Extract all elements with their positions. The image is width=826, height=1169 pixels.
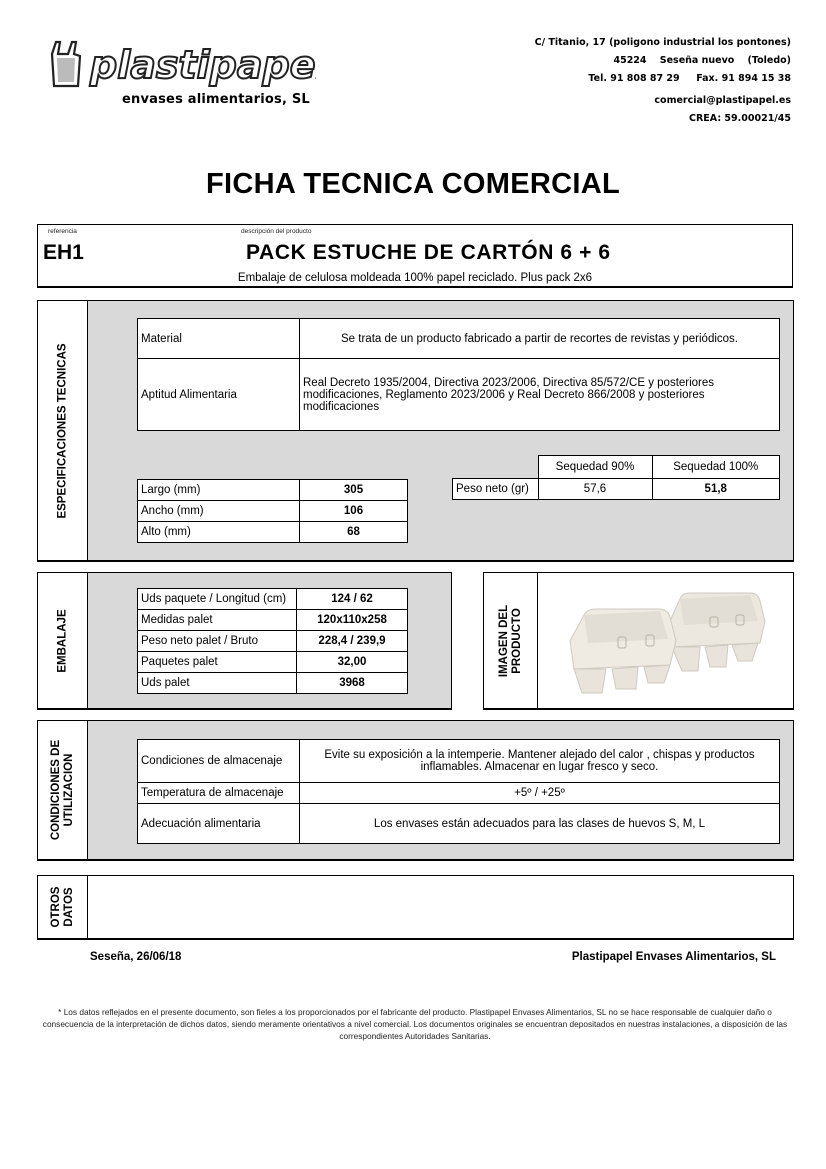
spec-value: Se trata de un producto fabricado a partir de recortes de revistas y periódicos. bbox=[300, 319, 780, 359]
other-data-section bbox=[37, 875, 794, 940]
table-row bbox=[138, 501, 408, 522]
weight-table bbox=[452, 455, 780, 500]
dim-label: Ancho (mm) bbox=[138, 501, 300, 522]
other-data-side-label: OTROS DATOS bbox=[38, 876, 88, 938]
specs-table bbox=[137, 318, 780, 431]
spec-label: Aptitud Alimentaria bbox=[138, 359, 300, 431]
place-date: Seseña, 26/06/18 bbox=[90, 951, 182, 963]
spec-label: Material bbox=[138, 319, 300, 359]
table-row bbox=[138, 589, 408, 610]
table-row bbox=[138, 783, 780, 804]
weight-value-90: 57,6 bbox=[538, 479, 652, 500]
table-row bbox=[138, 610, 408, 631]
table-row bbox=[138, 359, 780, 431]
product-subtitle: Embalaje de celulosa moldeada 100% papel reciclado. Plus pack 2x6 bbox=[237, 272, 593, 284]
dim-label: Largo (mm) bbox=[138, 480, 300, 501]
dim-value: 305 bbox=[300, 480, 408, 501]
condition-label: Condiciones de almacenaje bbox=[138, 740, 300, 783]
condition-value: Evite su exposición a la intemperie. Mantener alejado del calor , chispas y productos inflamables. Almacenar en lugar fresco y seco. bbox=[300, 740, 780, 783]
image-side-label: IMAGEN DEL PRODUCTO bbox=[484, 573, 538, 708]
address-line-1: C/ Titanio, 17 (poligono industrial los pontones) bbox=[534, 37, 791, 48]
table-row bbox=[453, 456, 780, 479]
product-image-section bbox=[483, 572, 794, 710]
email-link[interactable]: comercial@plastipapel.es bbox=[654, 95, 791, 106]
packaging-side-label: EMBALAJE bbox=[38, 573, 88, 708]
disclaimer: * Los datos reflejados en el presente documento, son fieles a los proporcionados por el fabricante del producto. Plastipapel Envases Alimentarios, SL no se hace responsable de cualquier daño o consecuencia de la interpretación de dichos datos, siendo meramente orientativos a nivel comercial. Los documentos originales se encuentran depositados en nuestras instalaciones, a disposición de las correspondientes Autoridades Sanitarias. bbox=[42, 1007, 788, 1041]
spec-value: Real Decreto 1935/2004, Directiva 2023/2006, Directiva 85/572/CE y posteriores modificaciones, Reglamento 2023/2006 y Real Decreto 866/2008 y posteriores modificaciones bbox=[300, 359, 780, 431]
address-line-2: 45224 Seseña nuevo (Toledo) bbox=[613, 55, 791, 66]
packaging-table bbox=[137, 588, 408, 694]
pack-label: Medidas palet bbox=[138, 610, 297, 631]
company-signature: Plastipapel Envases Alimentarios, SL bbox=[571, 951, 776, 963]
pack-value: 124 / 62 bbox=[297, 589, 408, 610]
phone-fax: Tel. 91 808 87 29 Fax. 91 894 15 38 bbox=[588, 73, 791, 84]
table-row bbox=[138, 522, 408, 543]
condition-value: +5º / +25º bbox=[300, 783, 780, 804]
table-row bbox=[138, 319, 780, 359]
table-row bbox=[138, 631, 408, 652]
table-row bbox=[138, 673, 408, 694]
specs-section bbox=[37, 300, 794, 562]
table-row bbox=[138, 480, 408, 501]
pack-value: 228,4 / 239,9 bbox=[297, 631, 408, 652]
pack-label: Peso neto palet / Bruto bbox=[138, 631, 297, 652]
pack-value: 120x110x258 bbox=[297, 610, 408, 631]
description-label: descripción del producto bbox=[241, 228, 312, 235]
dim-label: Alto (mm) bbox=[138, 522, 300, 543]
egg-carton-image bbox=[560, 581, 780, 703]
pack-label: Paquetes palet bbox=[138, 652, 297, 673]
table-row bbox=[138, 804, 780, 844]
conditions-table bbox=[137, 739, 780, 844]
pack-label: Uds palet bbox=[138, 673, 297, 694]
table-row bbox=[138, 740, 780, 783]
conditions-side-label: CONDICIONES DE UTILIZACION bbox=[38, 721, 88, 859]
product-name: PACK ESTUCHE DE CARTÓN 6 + 6 bbox=[246, 241, 611, 264]
weight-value-100: 51,8 bbox=[652, 479, 780, 500]
crea-number: CREA: 59.00021/45 bbox=[689, 113, 791, 124]
dim-value: 68 bbox=[300, 522, 408, 543]
table-row bbox=[453, 479, 780, 500]
dimensions-table bbox=[137, 479, 408, 543]
logo-subtitle: envases alimentarios, SL bbox=[122, 92, 310, 107]
dim-value: 106 bbox=[300, 501, 408, 522]
weight-col-header: Sequedad 90% bbox=[538, 456, 652, 479]
condition-value: Los envases están adecuados para las clases de huevos S, M, L bbox=[300, 804, 780, 844]
reference-code: EH1 bbox=[43, 241, 84, 264]
weight-col-header: Sequedad 100% bbox=[652, 456, 780, 479]
conditions-section bbox=[37, 720, 794, 861]
reference-label: referencia bbox=[48, 228, 77, 235]
condition-label: Temperatura de almacenaje bbox=[138, 783, 300, 804]
svg-text:plastipapel: plastipapel bbox=[90, 43, 316, 87]
condition-label: Adecuación alimentaria bbox=[138, 804, 300, 844]
bag-logo-icon bbox=[46, 34, 316, 94]
table-row bbox=[138, 652, 408, 673]
pack-value: 3968 bbox=[297, 673, 408, 694]
pack-value: 32,00 bbox=[297, 652, 408, 673]
packaging-section bbox=[37, 572, 452, 710]
pack-label: Uds paquete / Longitud (cm) bbox=[138, 589, 297, 610]
specs-side-label: ESPECIFICACIONES TECNICAS bbox=[38, 301, 88, 560]
product-header bbox=[37, 224, 793, 288]
weight-label: Peso neto (gr) bbox=[453, 479, 539, 500]
page-title: FICHA TECNICA COMERCIAL bbox=[206, 168, 620, 200]
